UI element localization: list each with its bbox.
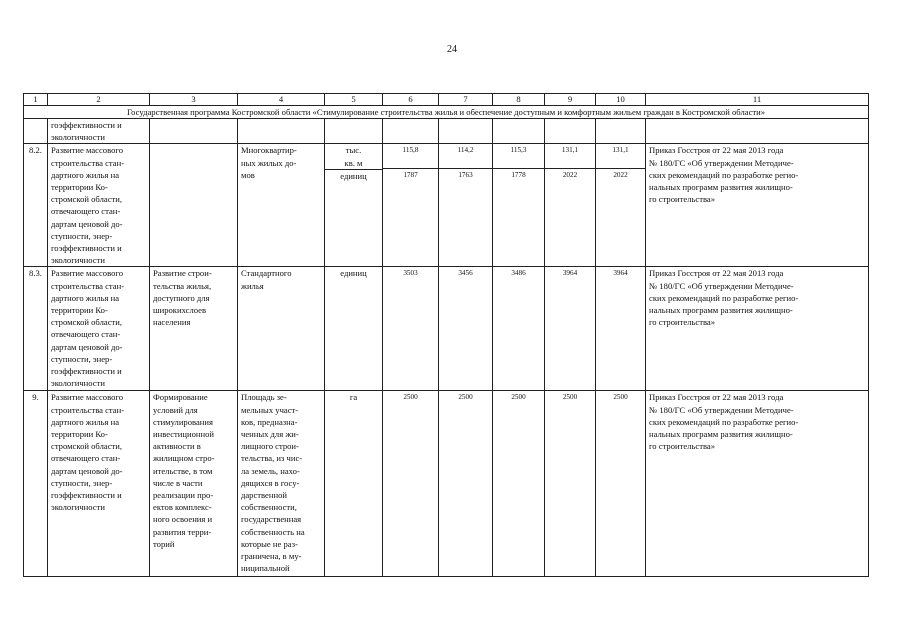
column-header: 1 — [24, 94, 48, 106]
value-cell: 2500 — [493, 391, 545, 577]
column-header: 7 — [439, 94, 493, 106]
task-cell: Развитие строи- тельства жилья, доступного для широкихслоев населения — [150, 267, 238, 391]
source-cell: Приказ Госстроя от 22 мая 2013 года № 180/ГС «Об утверждении Методиче- ских рекомендаций по разработке регио- нальных программ развития жилищно- го строительства» — [646, 391, 869, 577]
unit-value: единиц — [340, 170, 367, 181]
table-row — [24, 144, 869, 267]
value-cell: 3964 — [596, 267, 646, 391]
value-cell: 2500 — [596, 391, 646, 577]
row-number: 8.2. — [24, 144, 48, 267]
goal-cell: гоэффективности и экологичности — [48, 119, 150, 144]
column-header: 6 — [383, 94, 439, 106]
goal-cell: Развитие массового строительства стан- дартного жилья на территории Ко- стромской области, отвечающего стан- дартам ценовой до- ступности, энер- гоэффективности и экологичности — [48, 267, 150, 391]
value-cell: 3456 — [439, 267, 493, 391]
program-title: Государственная программа Костромской области «Стимулирование строительства жилья и обеспечение доступным и комфортным жильем граждан в Костромской области» — [24, 106, 869, 119]
source-cell: Приказ Госстроя от 22 мая 2013 года № 180/ГС «Об утверждении Методиче- ских рекомендаций по разработке регио- нальных программ развития жилищно- го строительства» — [646, 267, 869, 391]
indicator-cell: Стандартного жилья — [238, 267, 325, 391]
value: 2022 — [613, 171, 628, 180]
column-header: 4 — [238, 94, 325, 106]
row-number: 9. — [24, 391, 48, 577]
indicator-cell: Многоквартир- ных жилых до- мов — [238, 144, 325, 267]
value-cell: 3964 — [545, 267, 596, 391]
column-header: 2 — [48, 94, 150, 106]
unit-cell: единиц — [325, 267, 383, 391]
goal-cell: Развитие массового строительства стан- дартного жилья на территории Ко- стромской области, отвечающего стан- дартам ценовой до- ступности, энер- гоэффективности и экологичности — [48, 391, 150, 577]
value: 115,3 — [493, 144, 544, 169]
value-cell: 2500 — [383, 391, 439, 577]
value: 1763 — [458, 171, 473, 180]
value: 1778 — [511, 171, 526, 180]
value: 131,1 — [596, 144, 645, 169]
task-cell: Формирование условий для стимулирования инвестиционной активности в жилищном стро- ительстве, в том числе в части реализации про- ектов комплекс- ного освоения и развития терри- торий — [150, 391, 238, 577]
unit-value: тыс. кв. м — [325, 144, 382, 169]
page-number: 24 — [447, 44, 457, 55]
column-number-row — [24, 94, 869, 106]
unit-cell — [325, 144, 383, 267]
table-row — [24, 391, 869, 577]
value-cell — [545, 144, 596, 267]
column-header: 5 — [325, 94, 383, 106]
task-cell — [150, 144, 238, 267]
value: 131,1 — [545, 144, 595, 169]
program-title-row — [24, 106, 869, 119]
value-cell: 3503 — [383, 267, 439, 391]
source-cell: Приказ Госстроя от 22 мая 2013 года № 180/ГС «Об утверждении Методиче- ских рекомендаций по разработке регио- нальных программ развития жилищно- го строительства» — [646, 144, 869, 267]
row-number: 8.3. — [24, 267, 48, 391]
column-header: 9 — [545, 94, 596, 106]
value-cell: 2500 — [545, 391, 596, 577]
table-row — [24, 119, 869, 144]
value: 1787 — [403, 171, 418, 180]
value-cell — [596, 144, 646, 267]
indicators-table — [23, 93, 869, 577]
unit-cell: га — [325, 391, 383, 577]
column-header: 8 — [493, 94, 545, 106]
value-cell: 2500 — [439, 391, 493, 577]
column-header: 11 — [646, 94, 869, 106]
table-row — [24, 267, 869, 391]
value: 2022 — [562, 171, 578, 180]
value-cell — [383, 144, 439, 267]
column-header: 3 — [150, 94, 238, 106]
value: 114,2 — [439, 144, 492, 169]
value-cell — [439, 144, 493, 267]
value-cell — [493, 144, 545, 267]
column-header: 10 — [596, 94, 646, 106]
value: 115,8 — [383, 144, 438, 169]
value-cell: 3486 — [493, 267, 545, 391]
indicator-cell: Площадь зе- мельных участ- ков, предназна- ченных для жи- лищного строи- тельства, из чис- ла земель, нахо- дящихся в госу- дарственной собственности, государственная собственность на которые не раз- граничена, в му- ниципальной — [238, 391, 325, 577]
goal-cell: Развитие массового строительства стан- дартного жилья на территории Ко- стромской области, отвечающего стан- дартам ценовой до- ступности, энер- гоэффективности и экологичности — [48, 144, 150, 267]
